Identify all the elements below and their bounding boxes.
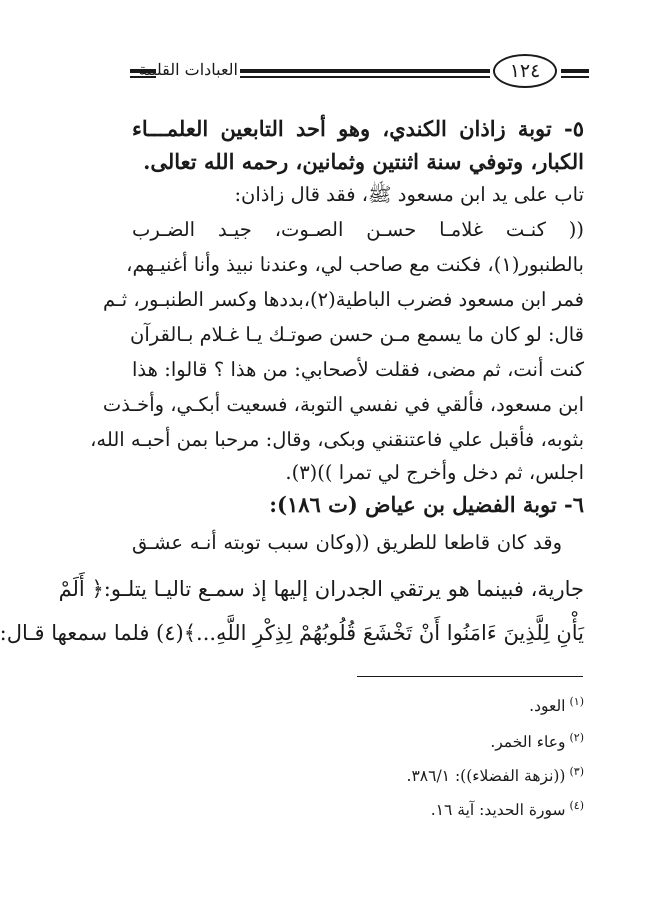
header-rule-middle xyxy=(240,69,490,78)
footnote-marker: (٣) xyxy=(569,765,584,778)
footnote-separator xyxy=(357,676,583,677)
page-number: ١٢٤ xyxy=(493,54,557,88)
footnote-1 xyxy=(132,690,584,716)
running-title: العبادات القلبية xyxy=(138,60,238,79)
footnote-2 xyxy=(132,726,584,752)
footnote-3 xyxy=(132,760,584,786)
quran-verse-line: يَأْنِ لِلَّذِينَ ءَامَنُوا أَنْ تَخْشَعَ قُلُوبُهُمْ لِذِكْرِ اللَّهِ...﴾(٤) فلما سمعها قـال: xyxy=(0,621,584,645)
header-rule-right xyxy=(561,69,589,78)
footnote-4 xyxy=(132,794,584,820)
footnote-text: العود. xyxy=(529,697,566,716)
header-rule-left xyxy=(130,69,156,78)
body-line: بالطنبور(١)، فكنت مع صاحب لي، وعندنا نبيذ وأنا أغنيـهم، xyxy=(126,253,584,276)
quote-line: (( كنـت غلامـا حسـن الصـوت، جيـد الضـرب xyxy=(132,218,584,241)
body-line: وقد كان قاطعا للطريق ((وكان سبب توبته أنـه عشـق xyxy=(132,531,562,554)
body-line: جارية، فبينما هو يرتقي الجدران إليها إذ سمـع تاليـا يتلـو:﴿ أَلَمْ xyxy=(58,577,584,601)
footnote-text: سورة الحديد: آية ١٦. xyxy=(430,801,566,820)
body-line: ابن مسعود، فألقي في نفسي التوبة، فسعيت أبكـي، وأخـذت xyxy=(102,393,584,416)
running-header xyxy=(44,52,664,96)
section-heading-5-continued: الكبار، وتوفي سنة اثنتين وثمانين، رحمه الله تعالى. xyxy=(143,149,584,174)
body-line: كنت أنت، ثم مضى، فقلت لأصحابي: من هذا ؟ قالوا: هذا xyxy=(132,358,584,381)
body-line: تاب على يد ابن مسعود ﷺ، فقد قال زاذان: xyxy=(234,183,584,206)
footnote-text: ((نزهة الفضلاء)): ٣٨٦/١. xyxy=(406,767,566,786)
footnote-marker: (٢) xyxy=(569,731,584,744)
footnote-marker: (١) xyxy=(569,695,584,708)
section-heading-6: ٦- توبة الفضيل بن عياض (ت ١٨٦): xyxy=(269,492,584,517)
body-line: اجلس، ثم دخل وأخرج لي تمرا ))(٣). xyxy=(285,461,584,484)
body-line: فمر ابن مسعود فضرب الباطية(٢)،بددها وكسر الطنبـور، ثـم xyxy=(103,288,584,311)
footnote-marker: (٤) xyxy=(569,799,584,812)
section-heading-5: ٥- توبة زاذان الكندي، وهو أحد التابعين العلمـــاء xyxy=(132,116,584,141)
body-line: قال: لو كان ما يسمع مـن حسن صوتـك يـا غـلام بـالقرآن xyxy=(130,323,584,346)
footnote-text: وعاء الخمر. xyxy=(490,733,566,752)
body-line: بثوبه، فأقبل علي فاعتنقني وبكى، وقال: مرحبا بمن أحبـه الله، xyxy=(90,428,584,451)
